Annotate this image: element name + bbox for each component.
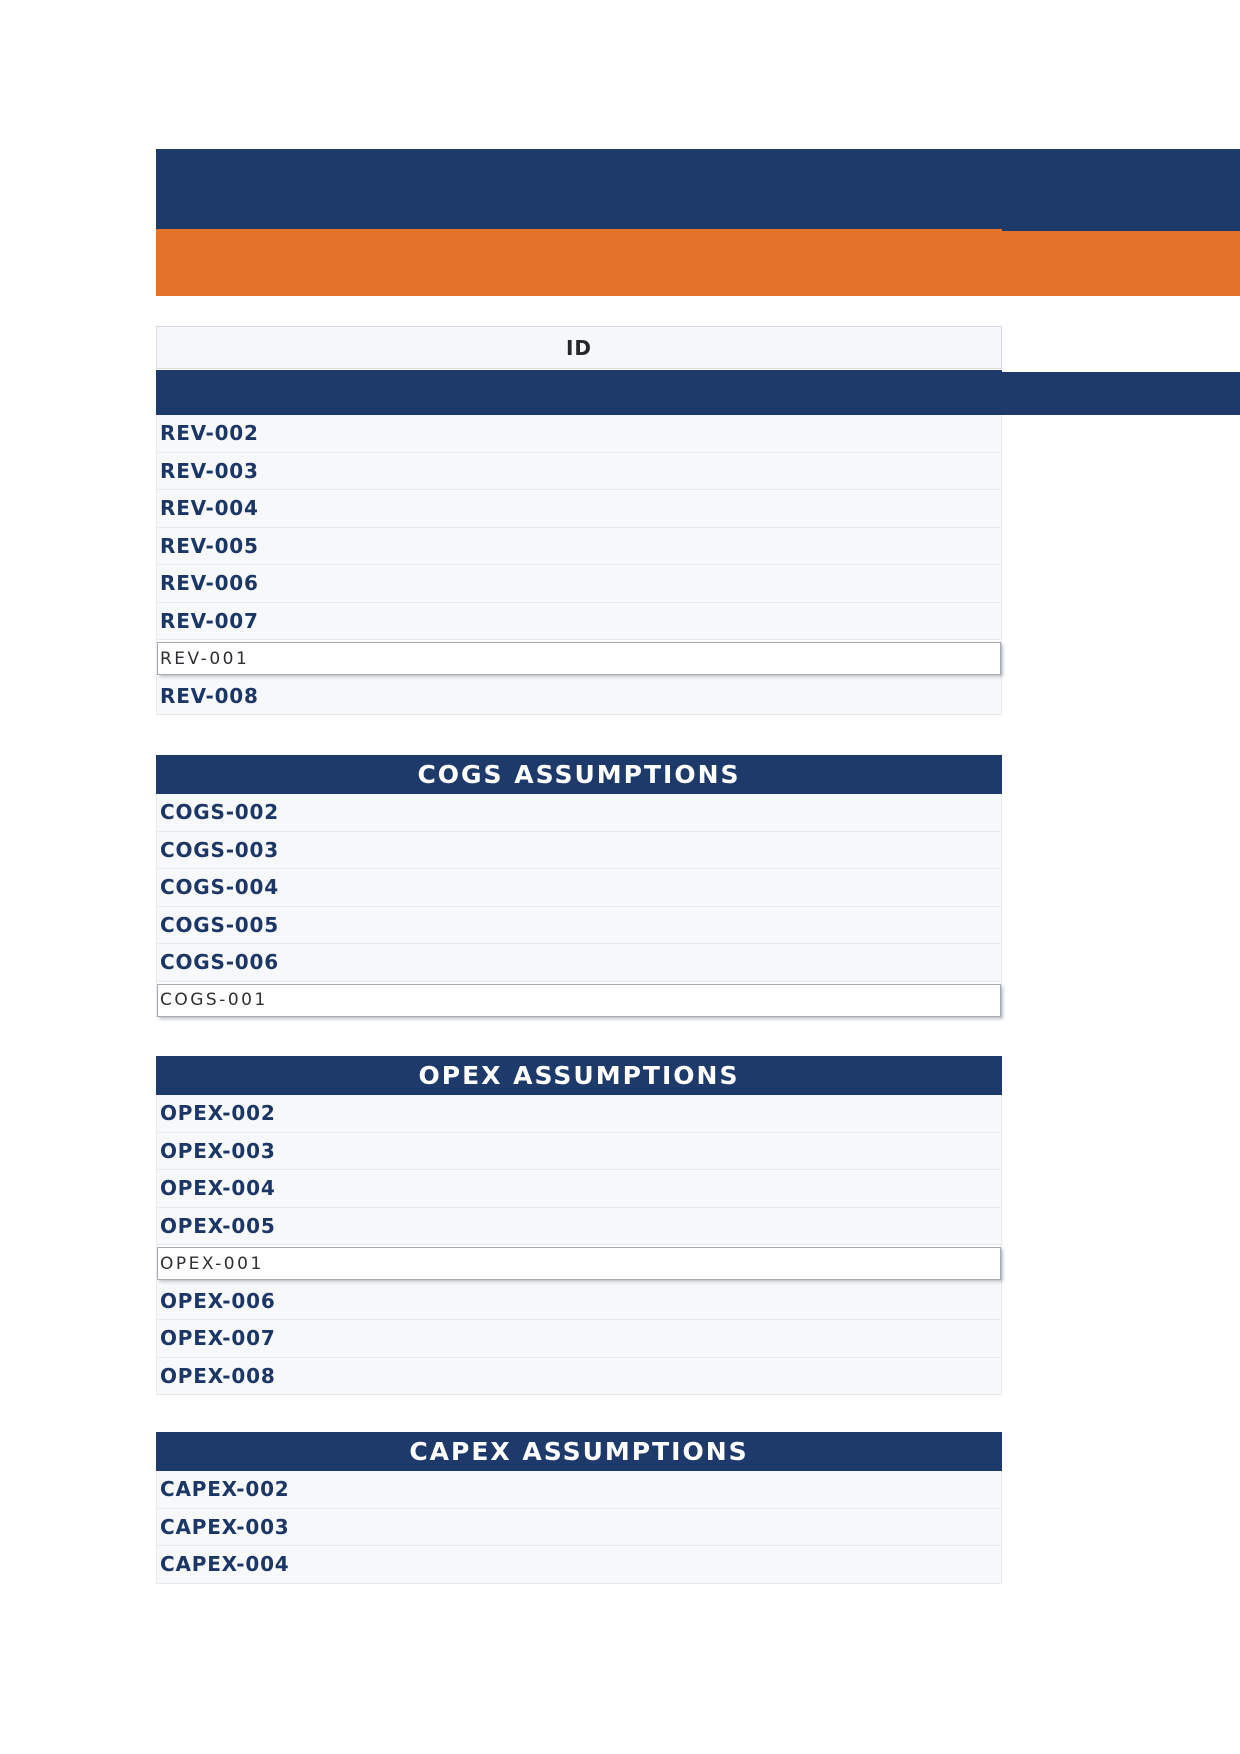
table-row	[157, 640, 1001, 678]
row-label: REV-003	[160, 458, 259, 483]
row-label: REV-007	[160, 608, 259, 633]
table-row	[157, 1170, 1001, 1208]
table-row	[157, 794, 1001, 832]
table-row	[157, 490, 1001, 528]
table-row	[157, 1320, 1001, 1358]
row-label: OPEX-005	[160, 1213, 276, 1238]
cogs-rows	[156, 794, 1002, 1019]
row-label: CAPEX-004	[160, 1552, 290, 1577]
row-label: CAPEX-002	[160, 1477, 290, 1502]
row-label: COGS-003	[160, 837, 279, 862]
table-row	[157, 869, 1001, 907]
top-banner-accent-extension	[1002, 231, 1240, 296]
row-label: REV-002	[160, 421, 259, 446]
row-label: OPEX-006	[160, 1288, 276, 1313]
revenue-rows	[156, 415, 1002, 715]
active-cell-input[interactable]: REV-001	[157, 642, 1001, 675]
row-label: REV-008	[160, 683, 259, 708]
section-cogs	[156, 755, 1002, 1019]
id-column-header: ID	[156, 326, 1002, 369]
table-row	[157, 944, 1001, 982]
row-label: COGS-004	[160, 875, 279, 900]
table-row	[157, 415, 1001, 453]
section-opex	[156, 1056, 1002, 1395]
table-row	[157, 832, 1001, 870]
table-row	[157, 1509, 1001, 1547]
table-row	[157, 907, 1001, 945]
row-label: REV-005	[160, 533, 259, 558]
section-title: CAPEX ASSUMPTIONS	[156, 1432, 1002, 1471]
table-row	[157, 1095, 1001, 1133]
section-title: OPEX ASSUMPTIONS	[156, 1056, 1002, 1095]
table-row	[157, 1208, 1001, 1246]
row-label: OPEX-008	[160, 1363, 276, 1388]
row-label: COGS-005	[160, 912, 279, 937]
top-banner-accent	[156, 229, 1002, 296]
table-row	[157, 1133, 1001, 1171]
table-row	[157, 1358, 1001, 1396]
table-row	[157, 528, 1001, 566]
row-label: CAPEX-003	[160, 1514, 290, 1539]
table-row	[157, 1471, 1001, 1509]
table-row	[157, 1245, 1001, 1283]
row-label: COGS-002	[160, 800, 279, 825]
section-title: COGS ASSUMPTIONS	[156, 755, 1002, 794]
opex-rows	[156, 1095, 1002, 1395]
active-cell-input[interactable]: OPEX-001	[157, 1247, 1001, 1280]
row-label: OPEX-003	[160, 1138, 276, 1163]
row-label: OPEX-004	[160, 1176, 276, 1201]
header-band	[156, 370, 1002, 415]
active-cell-input[interactable]: COGS-001	[157, 984, 1001, 1017]
capex-rows	[156, 1471, 1002, 1584]
top-banner-primary	[156, 149, 1002, 229]
table-row	[157, 603, 1001, 641]
table-row	[157, 1546, 1001, 1584]
row-label: REV-006	[160, 571, 259, 596]
row-label: COGS-006	[160, 950, 279, 975]
top-banner-primary-extension	[1002, 149, 1240, 231]
table-row	[157, 1283, 1001, 1321]
row-label: REV-004	[160, 496, 259, 521]
table-row	[157, 565, 1001, 603]
row-label: OPEX-007	[160, 1326, 276, 1351]
row-label: OPEX-002	[160, 1101, 276, 1126]
header-band-extension	[1002, 372, 1240, 415]
table-row	[157, 678, 1001, 716]
table-row	[157, 453, 1001, 491]
table-row	[157, 982, 1001, 1020]
section-capex	[156, 1432, 1002, 1584]
